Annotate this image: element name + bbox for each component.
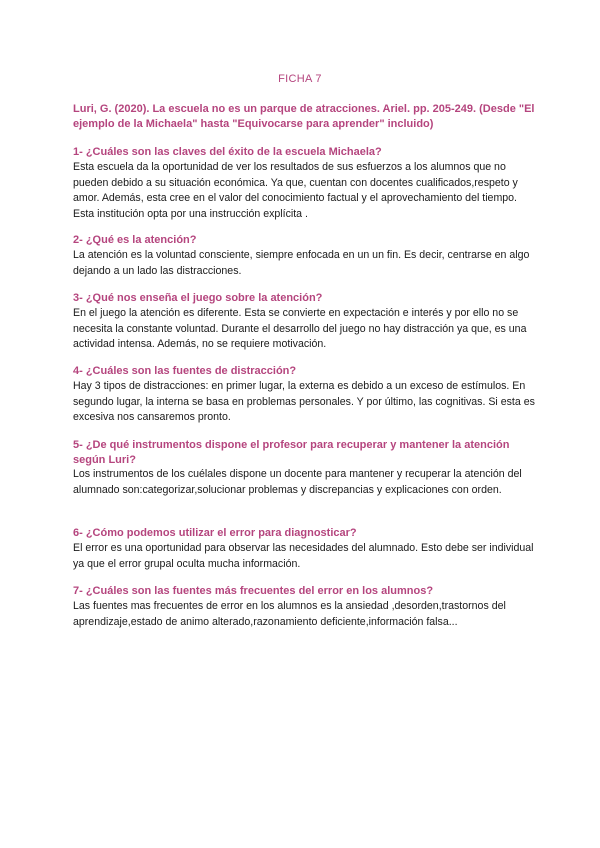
- question-6: 6- ¿Cómo podemos utilizar el error para diagnosticar?: [73, 527, 357, 539]
- answer-7: Las fuentes mas frecuentes de error en los alumnos es la ansiedad ,desorden,trastornos del aprendizaje,estado de animo alterado,razonamiento deficiente,información falsa...: [73, 600, 506, 628]
- question-5: 5- ¿De qué instrumentos dispone el profesor para recuperar y mantener la atención según Luri?: [73, 439, 510, 466]
- question-1: 1- ¿Cuáles son las claves del éxito de la escuela Michaela?: [73, 146, 382, 158]
- question-4: 4- ¿Cuáles son las fuentes de distracción?: [73, 365, 297, 377]
- answer-3: En el juego la atención es diferente. Esta se convierte en expectación e interés y por ello no se necesita la constante voluntad. Durante el desarrollo del juego no hay distracción ya que, es una actividad intensa. Además, no se requiere motivación.: [73, 307, 527, 351]
- question-3: 3- ¿Qué nos enseña el juego sobre la atención?: [73, 292, 323, 304]
- page-title: FICHA 7: [278, 73, 322, 85]
- answer-2: La atención es la voluntad consciente, siempre enfocada en un un fin. Es decir, centrarse en algo dejando a un lado las distracciones.: [73, 249, 530, 277]
- question-7: 7- ¿Cuáles son las fuentes más frecuentes del error en los alumnos?: [73, 585, 434, 597]
- answer-4: Hay 3 tipos de distracciones: en primer lugar, la externa es debido a un exceso de estímulos. En segundo lugar, la interna se basa en problemas personales. Y por último, las cognitivas. Si esta es excesiva nos cansaremos pronto.: [73, 380, 535, 424]
- answer-6: El error es una oportunidad para observar las necesidades del alumnado. Esto debe ser individual ya que el error grupal oculta mucha información.: [73, 542, 534, 570]
- answer-1: Esta escuela da la oportunidad de ver los resultados de sus esfuerzos a los alumnos que no pueden debido a su situación económica. Ya que, cuentan con docentes cualificados,respeto y amor. Además, esta cree en el valor del conocimiento factual y el aprovechamiento del tiempo. Esta institución opta por una instrucción explícita .: [73, 161, 518, 220]
- bibliographic-reference: Luri, G. (2020). La escuela no es un parque de atracciones. Ariel. pp. 205-249. (Desde "El ejemplo de la Michaela" hasta "Equivocarse para aprender" incluido): [73, 103, 535, 130]
- answer-5: Los instrumentos de los cuélales dispone un docente para mantener y recuperar la atención del alumnado son:categorizar,solucionar problemas y discrepancias y explicaciones con orden.: [73, 468, 522, 496]
- question-2: 2- ¿Qué es la atención?: [73, 234, 197, 246]
